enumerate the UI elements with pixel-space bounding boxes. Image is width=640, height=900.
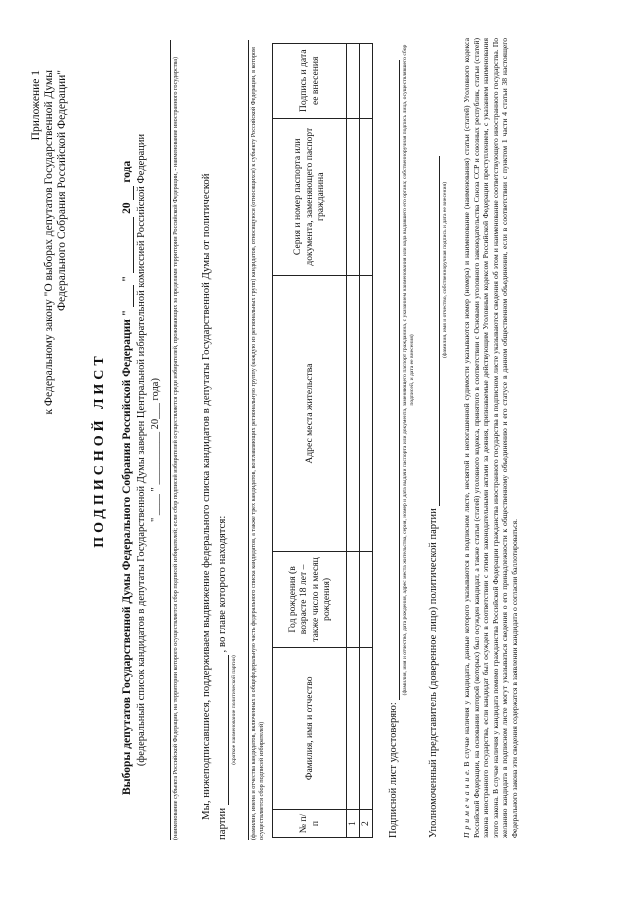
row-number: 2 [360, 810, 373, 838]
page-title: ПОДПИСНОЙ ЛИСТ [92, 352, 107, 548]
election-day-blank[interactable] [121, 285, 134, 307]
col-header-address: Адрес места жительства [273, 275, 347, 551]
party-name-field[interactable] [216, 655, 229, 805]
election-quote-close: " [121, 275, 133, 283]
subject-caption: (наименование субъекта Российской Федерации, на территории которого осуществляется сбор подписей избирателей; если сбор подписей избирателей осуществляется среди избирателей, проживающих за пределами территории Российской Федерации, - наименование иностранного государства) [170, 40, 180, 840]
row-number: 1 [347, 810, 360, 838]
certified-by-field[interactable] [388, 60, 400, 700]
election-month-blank[interactable] [121, 217, 134, 273]
appendix-number: Приложение 1 [30, 70, 42, 141]
cell-birth[interactable] [360, 552, 373, 647]
cell-passport[interactable] [360, 118, 373, 275]
col-header-number: № п/п [273, 810, 347, 838]
note-text: В случае наличия у кандидата, данные которого указываются в подписном листе, несвятой и непогашенной судимости указываются номер (номера) и наименование (наименования) статьи (статей) Уголовного кодекса Российской Федерации, на основании которой (которых) был осужден кандидат, а также статьи (статей) уголовного кодекса, принятого в соответствии с Основами уголовного законодательства Союза ССР и союзных республик, статьи (статей) закона иностранного государства, если кандидат был осужден в соответствии с этими законодательными актами за деяния, признаваемые действующим Уголовным кодексом Российской Федерации преступлением, с указанием наименования этого закона. В случае наличия у кандидата помимо гражданства Российской Федерации гражданства иностранного государства в подписном листе указываются сведения об этом и наименование соответствующего иностранного государства. По желанию кандидата в подписном листе могут указываться сведения о его принадлежности к общественному объединению и его статусе в данном общественном объединении, если в соответствии с пунктом 1 части 4 статьи 38 настоящего Федерального закона эти сведения содержатся в заявлении кандидата о согласии баллотироваться. [462, 38, 519, 838]
note-heading: П р и м е ч а н и е. [462, 769, 471, 838]
cell-address[interactable] [347, 275, 360, 551]
representative-caption: (фамилия, имя и отчество, собственноручная подпись и дата ее внесения) [442, 182, 448, 358]
party-line [216, 440, 229, 840]
head-text: , во главе которого находятся: [216, 515, 228, 653]
certified-by-caption: (фамилия, имя и отчество, дата рождения, адрес места жительства, серия, номер и дата выдачи паспорта или документа, заменяющего паспорт гражданина, с указанием наименования или кода выдавшего его органа; собственноручная подпись лица, осуществлявшего сбор подписей, и дата ее внесения) [402, 44, 415, 696]
certified-by-line [388, 38, 400, 838]
certified-by-label: Подписной лист удостоверяю: [388, 702, 399, 838]
election-year-blank[interactable] [121, 186, 134, 200]
party-caption: (краткое наименование политической партии) [231, 655, 237, 765]
election-line [121, 75, 134, 795]
cell-name[interactable] [360, 647, 373, 810]
appendix-law-line: к Федеральному закону "О выборах депутатов Государственной Думы [43, 70, 55, 415]
col-header-passport: Серия и номер паспорта или документа, заменяющего паспорт гражданина [273, 118, 347, 275]
certified-date: " ____ " __________ 20___ года) [150, 378, 161, 522]
representative-field[interactable] [428, 156, 440, 506]
cell-passport[interactable] [347, 118, 360, 275]
election-year-word: года [121, 160, 133, 183]
election-quote-open: " [121, 309, 133, 317]
note-block [462, 38, 520, 838]
election-label: Выборы депутатов Государственной Думы Федерального Собрания Российской Федерации [121, 319, 133, 795]
election-year-prefix: 20 [121, 202, 133, 214]
table-header-row [273, 44, 347, 838]
cell-name[interactable] [347, 647, 360, 810]
col-header-name: Фамилия, имя и отчество [273, 647, 347, 810]
col-header-signature: Подпись и дата ее внесения [273, 44, 347, 119]
cell-birth[interactable] [347, 552, 360, 647]
table-row [347, 44, 360, 838]
candidates-caption: (фамилии, имена и отчества кандидатов, включенных в общефедеральную часть федерального списка кандидатов, а также трех кандидатов, возглавляющих региональную группу (каждую из региональных групп) кандидатов, относящуюся (относящихся) к субъекту Российской Федерации, в котором осуществляется сбор подписей избирателей) [248, 40, 266, 840]
federal-list-line: (федеральный список кандидатов в депутаты Государственной Думы заверен Центральной избирательной комиссией Российской Федерации [136, 133, 147, 767]
party-word: партии [216, 807, 228, 840]
representative-label: Уполномоченный представитель (доверенное лицо) политической партии [428, 508, 439, 838]
cell-address[interactable] [360, 275, 373, 551]
support-statement: Мы, нижеподписавшиеся, поддерживаем выдвижение федерального списка кандидатов в депутаты Государственной Думы от политической [200, 173, 212, 820]
cell-signature[interactable] [347, 44, 360, 119]
signatures-table [272, 43, 373, 838]
col-header-birth: Год рождения (в возрасте 18 лет – также число и месяц рождения) [273, 552, 347, 647]
representative-line [428, 38, 440, 838]
appendix-header [30, 70, 69, 480]
table-row [360, 44, 373, 838]
appendix-law-line-2: Федерального Собрания Российской Федерации" [56, 70, 68, 312]
cell-signature[interactable] [360, 44, 373, 119]
